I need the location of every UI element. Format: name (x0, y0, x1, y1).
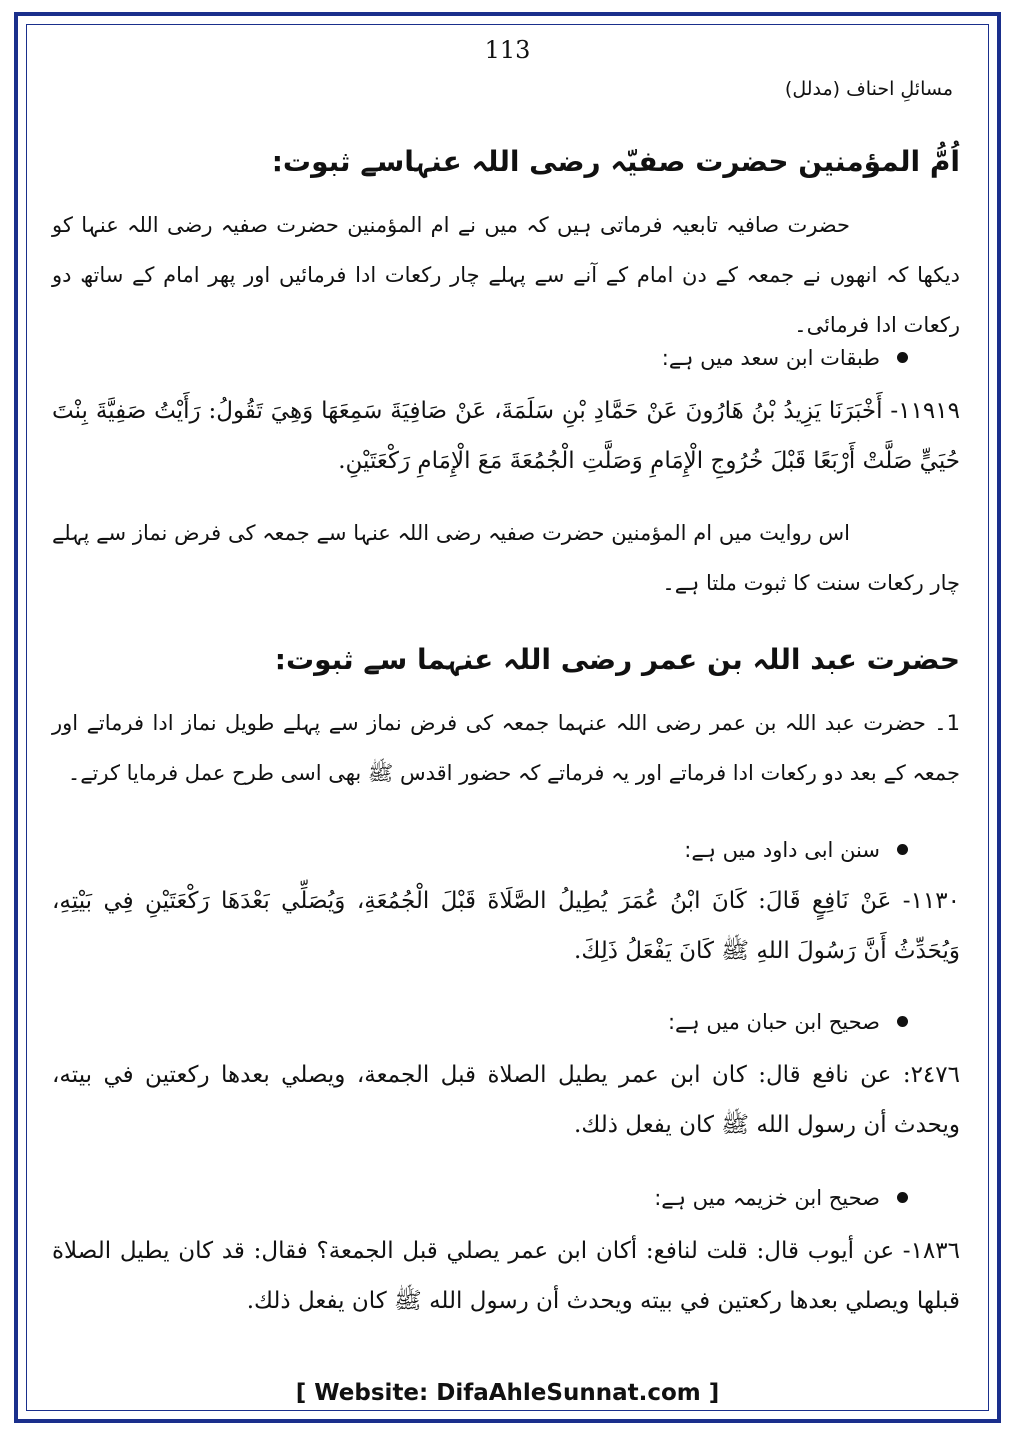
bullet-icon (897, 844, 908, 855)
source-ibn-khuzaymah-label: صحیح ابن خزیمہ میں ہے: (654, 1186, 880, 1210)
website-footer: [ Website: DifaAhleSunnat.com ] (295, 1380, 720, 1406)
bullet-icon (897, 352, 908, 363)
source-ibn-hibban-text-block (52, 1050, 960, 1150)
section1-source (52, 338, 960, 378)
source-abu-dawud-label: سنن ابی داود میں ہے: (684, 838, 880, 862)
section1-intro-block (52, 200, 960, 350)
source-ibn-khuzaymah-block (52, 1178, 960, 1218)
section1-heading-block (52, 142, 960, 182)
bullet-icon (897, 1192, 908, 1203)
section2-intro-block (52, 698, 960, 798)
source-ibn-khuzaymah (52, 1178, 960, 1218)
section1-heading: اُمُّ المؤمنین حضرت صفیّہ رضی اللہ عنہاسے ثبوت: (271, 145, 960, 178)
section2-heading: حضرت عبد اللہ بن عمر رضی اللہ عنہما سے ثبوت: (274, 643, 960, 676)
section1-conclusion-block (52, 508, 960, 608)
page-number: 113 (484, 36, 531, 64)
section1-arabic-hadith: ١١٩١٩- أَخْبَرَنَا يَزِيدُ بْنُ هَارُونَ عَنْ حَمَّادِ بْنِ سَلَمَةَ، عَنْ صَافِيَةَ سَمِعَهَا وَهِيَ تَقُولُ: رَأَيْتُ صَفِيَّةَ بِنْتَ حُيَيٍّ صَلَّتْ أَرْبَعًا قَبْلَ خُرُوجِ الْإِمَامِ وَصَلَّتِ الْجُمُعَةَ مَعَ الْإِمَامِ رَكْعَتَيْنِ. (52, 398, 960, 474)
running-header: مسائلِ احناف (مدلل) (784, 78, 953, 100)
source-abu-dawud-text-block (52, 876, 960, 976)
source-ibn-hibban-label: صحیح ابن حبان میں ہے: (667, 1010, 880, 1034)
bullet-icon (897, 1016, 908, 1027)
source-ibn-hibban-text: ٢٤٧٦: عن نافع قال: كان ابن عمر يطيل الصلاة قبل الجمعة، ويصلي بعدها ركعتين في بيته، ويحدث أن رسول الله ﷺ كان يفعل ذلك. (52, 1062, 960, 1138)
source-ibn-hibban-block (52, 1002, 960, 1042)
section1-arabic-block (52, 386, 960, 486)
section1-source-block (52, 338, 960, 378)
source-ibn-hibban (52, 1002, 960, 1042)
section2-heading-block (52, 640, 960, 680)
source-abu-dawud (52, 830, 960, 870)
section1-conclusion: اس روایت میں ام المؤمنین حضرت صفیہ رضی اللہ عنہا سے جمعہ کی فرض نماز سے پہلے چار رکعات سنت کا ثبوت ملتا ہے۔ (52, 521, 960, 595)
source-abu-dawud-block (52, 830, 960, 870)
source-abu-dawud-text: ١١٣٠- عَنْ نَافِعٍ قَالَ: كَانَ ابْنُ عُمَرَ يُطِيلُ الصَّلَاةَ قَبْلَ الْجُمُعَةِ، وَيُصَلِّي بَعْدَهَا رَكْعَتَيْنِ فِي بَيْتِهِ، وَيُحَدِّثُ أَنَّ رَسُولَ اللهِ ﷺ كَانَ يَفْعَلُ ذَلِكَ. (52, 888, 960, 964)
source-ibn-khuzaymah-text: ١٨٣٦- عن أيوب قال: قلت لنافع: أكان ابن عمر يصلي قبل الجمعة؟ فقال: قد كان يطيل الصلاة قبلها ويصلي بعدها ركعتين في بيته ويحدث أن رسول الله ﷺ كان يفعل ذلك. (52, 1238, 960, 1314)
section1-intro: حضرت صافیہ تابعیہ فرماتی ہیں کہ میں نے ام المؤمنین حضرت صفیہ رضی اللہ عنہا کو دیکھا کہ انھوں نے جمعہ کے دن امام کے آنے سے پہلے چار رکعات ادا فرمائیں اور پھر امام کے ساتھ دو رکعات ادا فرمائی۔ (52, 213, 960, 337)
section1-source-label: طبقات ابن سعد میں ہے: (661, 346, 880, 370)
source-ibn-khuzaymah-text-block (52, 1226, 960, 1326)
section2-intro: 1۔ حضرت عبد اللہ بن عمر رضی اللہ عنہما جمعہ کی فرض نماز سے پہلے طویل نماز ادا فرماتے اور جمعہ کے بعد دو رکعات ادا فرماتے اور یہ فرماتے کہ حضور اقدس ﷺ بھی اسی طرح عمل فرمایا کرتے۔ (52, 711, 960, 785)
